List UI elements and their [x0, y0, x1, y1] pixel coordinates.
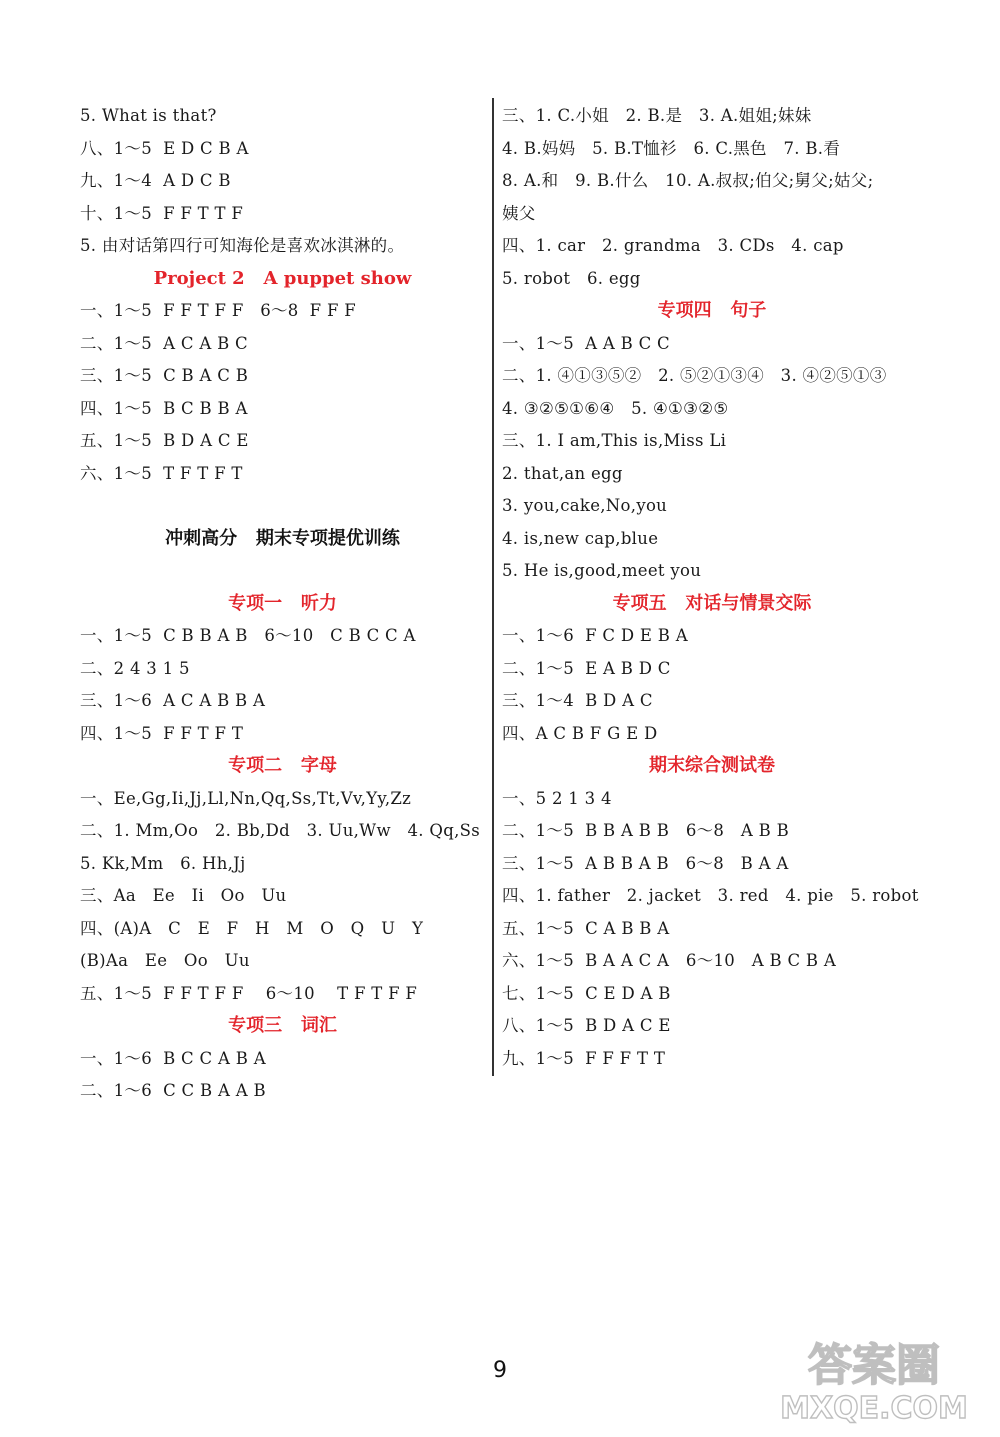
answer-line: 5. robot 6. egg: [502, 268, 641, 288]
answer-line: 二、2 4 3 1 5: [80, 658, 190, 678]
section-heading: 专项三 词汇: [228, 1015, 337, 1036]
blank-line: [80, 555, 485, 588]
left-column: [80, 100, 485, 1108]
answer-line: 一、1～6 B C C A B A: [80, 1048, 266, 1068]
section-heading: 冲刺高分 期末专项提优训练: [165, 527, 400, 549]
answer-line: 二、1～6 C C B A A B: [80, 1081, 266, 1100]
section-heading: 专项一 听力: [228, 592, 337, 614]
section-heading: 专项五 对话与情景交际: [612, 592, 812, 614]
answer-line: 三、1. I am,This is,Miss Li: [502, 431, 727, 450]
answer-line: (B)Aa Ee Oo Uu: [80, 951, 250, 970]
answer-line: 一、1～6 F C D E B A: [502, 626, 688, 645]
watermark-logo-text: 答案圈: [808, 1340, 940, 1391]
answer-line: 三、1～5 C B A C B: [80, 366, 249, 385]
answer-line: 六、1～5 T F T F T: [80, 463, 243, 483]
section-heading: Project 2 A puppet show: [153, 267, 412, 289]
answer-line: 4. is,new cap,blue: [502, 528, 659, 548]
answer-line: 八、1～5 B D A C E: [502, 1016, 671, 1035]
answer-line: 五、1～5 B D A C E: [80, 431, 249, 450]
answer-line: 三、1～4 B D A C: [502, 691, 653, 710]
answer-line: 一、1～5 C B B A B 6～10 C B C C A: [80, 626, 416, 645]
answer-line: 3. you,cake,No,you: [502, 496, 668, 515]
answer-line: 2. that,an egg: [502, 463, 623, 483]
answer-line: 四、A C B F G E D: [502, 723, 658, 743]
answer-line: 六、1～5 B A A C A 6～10 A B C B A: [502, 951, 837, 970]
answer-line: 九、1～5 F F F T T: [502, 1048, 666, 1068]
answer-line: 5. He is,good,meet you: [502, 561, 702, 580]
section-heading: 专项二 字母: [228, 755, 337, 776]
blank-line: [80, 490, 485, 523]
answer-line: 五、1～5 C A B B A: [502, 918, 670, 938]
answer-line: 二、1～5 E A B D C: [502, 658, 671, 678]
answer-line: 4. B.妈妈 5. B.T恤衫 6. C.黑色 7. B.看: [502, 138, 841, 158]
answer-line: 二、1. ④①③⑤② 2. ⑤②①③④ 3. ④②⑤①③: [502, 366, 887, 385]
answer-line: 二、1～5 A C A B C: [80, 333, 248, 353]
answer-line: 七、1～5 C E D A B: [502, 983, 671, 1003]
answer-line: 八、1～5 E D C B A: [80, 138, 249, 158]
column-divider: [492, 98, 494, 1076]
section-heading: 专项四 句子: [657, 300, 767, 321]
answer-line: 三、Aa Ee Ii Oo Uu: [80, 886, 287, 905]
answer-line: 四、1～5 F F T F T: [80, 723, 244, 743]
answer-line: 一、1～5 A A B C C: [502, 333, 670, 353]
answer-line: 四、1. car 2. grandma 3. CDs 4. cap: [502, 236, 844, 255]
answer-line: 姨父: [502, 203, 536, 223]
answer-line: 十、1～5 F F T T F: [80, 203, 244, 223]
answer-line: 三、1～6 A C A B B A: [80, 691, 266, 710]
answer-line: 5. What is that?: [80, 106, 217, 125]
answer-line: 一、Ee,Gg,Ii,Jj,Ll,Nn,Qq,Ss,Tt,Vv,Yy,Zz: [80, 788, 412, 808]
watermark-url-text: MXQE.COM: [780, 1391, 968, 1426]
answer-line: 四、(A)A C E F H M O Q U Y: [80, 918, 424, 938]
answer-line: 九、1～4 A D C B: [80, 171, 231, 190]
answer-line: 三、1～5 A B B A B 6～8 B A A: [502, 853, 789, 873]
answer-line: 五、1～5 F F T F F 6～10 T F T F F: [80, 983, 418, 1003]
answer-line: 三、1. C.小姐 2. B.是 3. A.姐姐;妹妹: [502, 106, 812, 125]
answer-line: 一、1～5 F F T F F 6～8 F F F: [80, 301, 357, 320]
answer-line: 5. Kk,Mm 6. Hh,Jj: [80, 853, 246, 873]
answer-line: 二、1～5 B B A B B 6～8 A B B: [502, 821, 790, 840]
section-heading: 期末综合测试卷: [649, 755, 775, 776]
answer-line: 8. A.和 9. B.什么 10. A.叔叔;伯父;舅父;姑父;: [502, 171, 874, 190]
answer-line: 5. 由对话第四行可知海伦是喜欢冰淇淋的。: [80, 236, 405, 255]
answer-line: 一、5 2 1 3 4: [502, 788, 612, 808]
watermark-logo: [767, 1332, 982, 1427]
page-number: 9: [493, 1358, 507, 1383]
answer-line: 四、1. father 2. jacket 3. red 4. pie 5. robot: [502, 886, 919, 905]
answer-line: 二、1. Mm,Oo 2. Bb,Dd 3. Uu,Ww 4. Qq,Ss: [80, 821, 480, 840]
right-column: [502, 100, 922, 1075]
answer-line: 四、1～5 B C B B A: [80, 398, 248, 418]
answer-line: 4. ③②⑤①⑥④ 5. ④①③②⑤: [502, 398, 729, 418]
